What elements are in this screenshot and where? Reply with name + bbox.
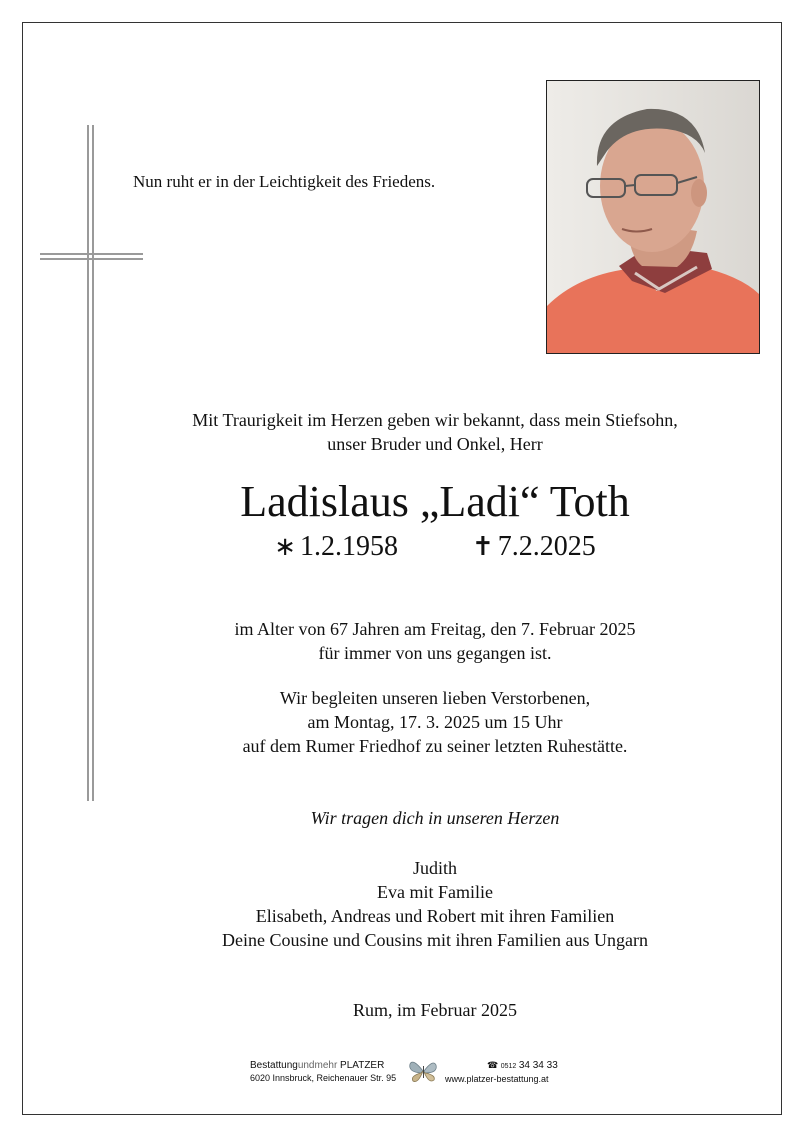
cross-vertical-bar [87,125,89,801]
funeral-line: am Montag, 17. 3. 2025 um 15 Uhr [307,712,563,732]
intro-line: unser Bruder und Onkel, Herr [327,434,543,454]
portrait-photo [546,80,760,354]
place-and-date: Rum, im Februar 2025 [353,1000,517,1020]
cross-vertical-bar [92,125,94,801]
mourner-item: Elisabeth, Andreas und Robert mit ihren Familien [255,906,615,926]
mourner-item: Eva mit Familie [377,882,493,902]
brand-part: PLATZER [337,1060,385,1071]
age-statement [100,617,770,665]
birth-star-icon: ∗ [274,532,296,562]
life-dates [100,530,770,564]
announcement-intro [100,408,770,456]
funeral-line: auf dem Rumer Friedhof zu seiner letzten Ruhestätte. [242,736,628,756]
death-date: 7.2.2025 [497,531,596,562]
mourner-item: Deine Cousine und Cousins mit ihren Familien aus Ungarn [222,930,648,950]
cross-horizontal-bar [40,253,143,255]
birth-date: 1.2.1958 [300,531,398,562]
funeral-home-contact [445,1059,558,1086]
funeral-details [100,686,770,758]
age-line: für immer von uns gegangen ist. [318,643,552,663]
funeral-home-brand [250,1059,396,1072]
phone-prefix: 0512 [500,1063,517,1070]
closing-motto: Wir tragen dich in unseren Herzen [310,808,560,828]
butterfly-logo-icon [408,1056,438,1086]
mourner-item: Judith [412,858,457,878]
brand-part: Bestattung [250,1060,298,1071]
website-link[interactable]: www.platzer-bestattung.at [445,1074,549,1084]
intro-line: Mit Traurigkeit im Herzen geben wir bekannt, dass mein Stiefsohn, [192,410,678,430]
deceased-name: Ladislaus „Ladi“ Toth [240,477,630,526]
opening-motto: Nun ruht er in der Leichtigkeit des Friedens. [133,172,436,191]
age-line: im Alter von 67 Jahren am Freitag, den 7. Februar 2025 [234,619,636,639]
funeral-line: Wir begleiten unseren lieben Verstorbenen, [279,688,591,708]
death-cross-icon: ✝ [472,532,494,562]
phone-icon: ☎ [487,1061,499,1071]
mourners-list [100,856,770,952]
funeral-home-info [250,1059,396,1085]
phone-row [445,1059,558,1073]
brand-part: undmehr [297,1060,338,1071]
portrait-illustration [547,81,760,354]
death-date-group [472,530,596,564]
phone-number[interactable]: 34 34 33 [518,1060,558,1071]
funeral-home-address: 6020 Innsbruck, Reichenauer Str. 95 [250,1073,397,1083]
cross-horizontal-bar [40,258,143,260]
birth-date-group [274,530,398,564]
